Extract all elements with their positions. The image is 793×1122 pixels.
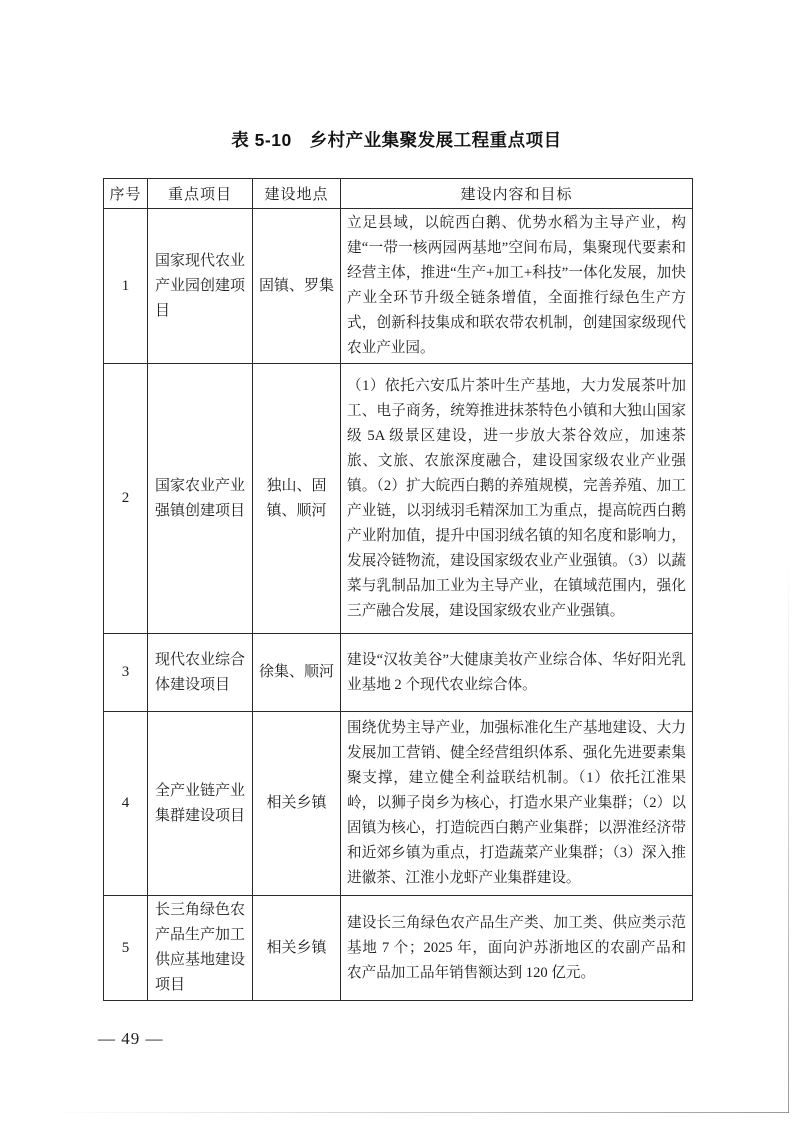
table-row [104,209,693,364]
page-title: 表 5-10 乡村产业集聚发展工程重点项目 [231,130,562,150]
content-cell: 立足县域，以皖西白鹅、优势水稻为主导产业，构建“一带一核两园两基地”空间布局，集聚现代要素和经营主体，推进“生产+加工+科技”一体化发展，加快产业全环节升级全链条增值，全面推行绿色生产方式，创新科技集成和联农带农机制，创建国家级现代农业产业园。 [341,209,693,364]
table-row [104,896,693,1001]
table-row [104,364,693,634]
content-cell: 围绕优势主导产业，加强标准化生产基地建设、大力发展加工营销、健全经营组织体系、强化先进要素集聚支撑，建立健全利益联结机制。（1）依托江淮果岭，以狮子岗乡为核心，打造水果产业集群；（2）以固镇为核心，打造皖西白鹅产业集群；以淠淮经济带和近郊乡镇为重点，打造蔬菜产业集群；（3）深入推进徽茶、江淮小龙虾产业集群建设。 [341,712,693,896]
project-name-cell: 国家现代农业产业园创建项目 [148,209,253,364]
row-number-cell: 5 [104,896,148,1001]
location-cell: 相关乡镇 [253,712,341,896]
project-name-cell: 全产业链产业集群建设项目 [148,712,253,896]
column-header-content: 建设内容和目标 [341,179,693,209]
row-number-cell: 3 [104,634,148,712]
scan-page-edge-bottom [50,1112,789,1113]
page-number: — 49 — [98,1029,164,1048]
location-cell: 徐集、顺河 [253,634,341,712]
project-name-cell: 国家农业产业强镇创建项目 [148,364,253,634]
column-header-no: 序号 [104,179,148,209]
table-row [104,634,693,712]
projects-table [103,178,693,1001]
project-name-cell: 现代农业综合体建设项目 [148,634,253,712]
content-cell: （1）依托六安瓜片茶叶生产基地，大力发展茶叶加工、电子商务，统筹推进抹茶特色小镇和大独山国家级 5A 级景区建设，进一步放大茶谷效应，加速茶旅、文旅、农旅深度融合，建设国家级农业产业强镇。（2）扩大皖西白鹅的养殖规模，完善养殖、加工产业链，以羽绒羽毛精深加工为重点，提高皖西白鹅产业附加值，提升中国羽绒名镇的知名度和影响力，发展冷链物流，建设国家级农业产业强镇。（3）以蔬菜与乳制品加工业为主导产业，在镇域范围内，强化三产融合发展，建设国家级农业产业强镇。 [341,364,693,634]
location-cell: 固镇、罗集 [253,209,341,364]
scan-page-edge-right [788,560,789,1113]
row-number-cell: 2 [104,364,148,634]
column-header-project: 重点项目 [148,179,253,209]
project-name-cell: 长三角绿色农产品生产加工供应基地建设项目 [148,896,253,1001]
table-row [104,712,693,896]
content-cell: 建设“汉妆美谷”大健康美妆产业综合体、华好阳光乳业基地 2 个现代农业综合体。 [341,634,693,712]
location-cell: 相关乡镇 [253,896,341,1001]
table-header-row [104,179,693,209]
row-number-cell: 4 [104,712,148,896]
row-number-cell: 1 [104,209,148,364]
location-cell: 独山、固镇、顺河 [253,364,341,634]
content-cell: 建设长三角绿色农产品生产类、加工类、供应类示范基地 7 个；2025 年，面向沪苏浙地区的农副产品和农产品加工品年销售额达到 120 亿元。 [341,896,693,1001]
column-header-location: 建设地点 [253,179,341,209]
